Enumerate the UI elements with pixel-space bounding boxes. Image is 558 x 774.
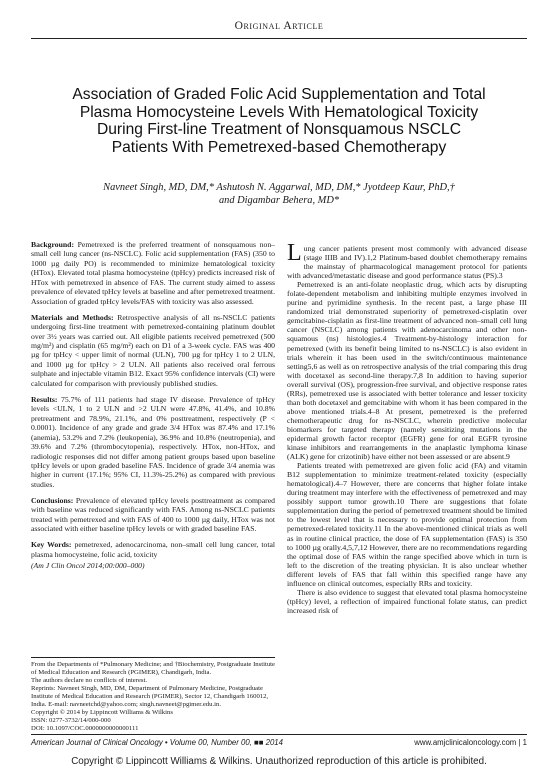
paragraph-text: ung cancer patients present most commonly with advanced disease (stage IIIB and IV).1,2 Platinum-based doublet chemotherapy remains the mainstay of pharmacological management protocol for patients with advanced/metastatic disease and good performance status (PS).3 bbox=[287, 244, 527, 281]
footnote-issn: ISSN: 0277-3732/14/000-000 bbox=[31, 717, 111, 725]
footnote-conflicts: The authors declare no conflicts of interest. bbox=[31, 677, 148, 685]
abstract-text: Pemetrexed is the preferred treatment of nonsquamous non–small cell lung cancer (ns-NSCLC). Folic acid supplementation (FAS) (350 to 1000 µg daily PO) is recommended to minimize hematological toxicity (HTox). Elevated total plasma homocysteine (tpHcy) predicts increased risk of HTox with pemetrexed in absence of FAS. The current study aimed to assess prevalence of elevated tpHcy levels at baseline and after pemetrexed treatment. Association of graded tpHcy levels/FAS with toxicity was also assessed. bbox=[31, 240, 276, 306]
abstract-keywords bbox=[31, 540, 275, 559]
abstract bbox=[31, 240, 275, 577]
title-line: During First-line Treatment of Nonsquamous NSCLC bbox=[97, 121, 461, 138]
author-line: Navneet Singh, MD, DM,* Ashutosh N. Aggarwal, MD, DM,* Jyotdeep Kaur, PhD,† bbox=[103, 182, 455, 193]
footnote-affiliation: From the Departments of *Pulmonary Medicine; and †Biochemistry, Postgraduate Institute of Medical Education and Research (PGIMER), Chandigarh, India. bbox=[31, 661, 275, 677]
title-line: Patients With Pemetrexed-based Chemotherapy bbox=[111, 138, 447, 156]
article-title bbox=[36, 86, 522, 156]
abstract-text: 75.7% of 111 patients had stage IV disease. Prevalence of tpHcy levels <ULN, 1 to 2 ULN and >2 ULN were 47.8%, 41.4%, and 10.8% pretreatment and 78.9%, 21.1%, and 0% posttreatment, respectively (P < 0.0001). Incidence of any grade and grade 3/4 HTox was 87.4% and 17.1% (anemia), 53.2% and 7.2% (leukopenia), 36.9% and 10.8% (neutropenia), and 39.6% and 7.2% (thrombocytopenia), respectively. HTox, non-HTox, and radiologic responses did not differ among patient groups based upon baseline tpHcy levels or upon graded baseline FAS. Incidence of grade 3/4 anemia was higher in current (17.1%; 95% CI, 11.3%-25.2%) as compared with previous studies. bbox=[31, 394, 275, 489]
journal-citation: (Am J Clin Oncol 2014;00:000–000) bbox=[31, 561, 145, 571]
abstract-background bbox=[31, 240, 275, 306]
footnote-rule bbox=[31, 657, 275, 658]
section-label: Original Article bbox=[234, 20, 324, 32]
footnote-reprints: Reprints: Navneet Singh, MD, DM, Department of Pulmonary Medicine, Postgraduate Institute of Medical Education and Research (PGIMER), Sector 12, Chandigarh 160012, India. E-mail: navneetchd@yahoo.com; singh.navneet@pgimer.edu.in. bbox=[31, 685, 269, 709]
footnotes bbox=[31, 661, 275, 733]
body-paragraph: Patients treated with pemetrexed are given folic acid (FA) and vitamin B12 supplementation to minimize treatment-related toxicity (especially hematological).4–7 However, there are concerns that higher folate intake during treatment may interfere with the effectiveness of pemetrexed and may possibly support tumor growth.10 There are suggestions that folate supplementation during the period of pemetrexed treatment should be limited to the lowest level that is necessary to provide optimal protection from pemetrexed-related toxicity.11 In the above-mentioned clinical trials as well as in routine clinical practice, the dose of FA supplementation (FAS) is 350 to 1000 µg orally.4,5,7,12 However, there are no recommendations regarding the optimal dose of FAS within the range specified above which in turn is left to the discretion of the treating physician. It is also unclear whether different levels of FAS that fall within this specified range have any influence on clinical outcomes, especially RRs and toxicity. bbox=[287, 461, 527, 588]
abstract-label: Background: bbox=[31, 240, 75, 249]
body-paragraph bbox=[287, 240, 527, 281]
abstract-label: Key Words: bbox=[31, 540, 72, 550]
author-line: and Digambar Behera, MD* bbox=[218, 195, 340, 206]
footnote-copyright: Copyright © 2014 by Lippincott Williams & Wilkins bbox=[31, 709, 173, 717]
title-line: Association of Graded Folic Acid Supplementation and Total bbox=[72, 86, 486, 103]
copyright-notice: Copyright © Lippincott Williams & Wilkins. Unauthorized reproduction of this article is prohibited. bbox=[71, 756, 487, 767]
footer-journal: American Journal of Clinical Oncology • Volume 00, Number 00, ■■ 2014 bbox=[31, 738, 283, 747]
abstract-methods bbox=[31, 313, 275, 389]
body-paragraph: There is also evidence to suggest that elevated total plasma homocysteine (tpHcy) level, a reflection of impaired functional folate status, can predict increased risk of bbox=[287, 587, 527, 615]
drop-cap: L bbox=[287, 240, 302, 266]
title-line: Plasma Homocysteine Levels With Hematological Toxicity bbox=[79, 103, 479, 121]
abstract-text: Prevalence of elevated tpHcy levels posttreatment as compared with baseline was reduced significantly with FAS. Among ns-NSCLC patients treated with pemetrexed and with FAS of 400 to 1000 µg daily, HTox was not associated with either baseline tpHcy levels or with graded baseline FAS. bbox=[31, 495, 275, 534]
abstract-results bbox=[31, 395, 275, 490]
header-rule bbox=[31, 38, 527, 39]
abstract-label: Materials and Methods: bbox=[31, 312, 114, 322]
author-list bbox=[60, 181, 498, 207]
abstract-label: Results: bbox=[31, 394, 58, 404]
abstract-text: Retrospective analysis of all ns-NSCLC patients undergoing first-line treatment with pemetrexed-containing platinum doublet over 3½ years was carried out. All eligible patients received pemetrexed (500 mg/m²) and cisplatin (65 mg/m²) each on D1 of a 3-week cycle. FAS was 400 µg for tpHcy < upper limit of normal (ULN), 700 µg for tpHcy 1 to 2 ULN, and 1000 µg for tpHcy > 2 ULN. All patients also received oral ferrous sulphate and injectable vitamin B12. Exact 95% confidence intervals (CI) were calculated for comparison with previously published studies. bbox=[31, 312, 275, 388]
footnote-doi: DOI: 10.1097/COC.0000000000000111 bbox=[31, 725, 139, 733]
abstract-label: Conclusions: bbox=[31, 495, 74, 505]
footer-url: www.amjclinicaloncology.com | 1 bbox=[414, 738, 527, 747]
footer-rule bbox=[31, 734, 527, 735]
body-paragraph: Pemetrexed is an anti-folate neoplastic drug, which acts by disrupting folate-dependent metabolism and inhibiting multiple enzymes involved in purine and pyrimidine synthesis. In the recent past, a large phase III randomized trial demonstrated superiority of pemetrexed-cisplatin over gemcitabine-cisplatin as first-line treatment of advanced non–small cell lung cancer (NSCLC) among patients with adenocarcinoma and other non-squamous (ns) histologies.4 Treatment-by-histology interaction for pemetrexed (with its benefit being limited to ns-NSCLC) is also evident in trials wherein it has been used in the switch/continuous maintenance setting5,6 as well as on retrospective analysis of the trial comparing this drug with docetaxel as second-line therapy.7,8 In addition to having superior overall survival (OS), progression-free survival, and objective response rates (RRs), pemetrexed use is associated with better tolerance and lesser toxicity than both docetaxel and gemcitabine with whom it has been compared in the above mentioned trials.4–8 At present, pemetrexed is the preferred chemotherapeutic drug for ns-NSCLC, wherein predictive molecular biomarkers for targeted therapy (namely sensitizing mutations in the epidermal growth factor receptor (EGFR) gene for oral EGFR tyrosine kinase inhibitors and rearrangements in the anaplastic lymphoma kinase (ALK) gene for crizotinib) have either not been assessed or are absent.9 bbox=[287, 280, 527, 462]
body-text bbox=[287, 240, 527, 615]
abstract-conclusions bbox=[31, 496, 275, 534]
abstract-text: pemetrexed, adenocarcinoma, non–small cell lung cancer, total plasma homocysteine, folic acid, toxicity bbox=[31, 540, 276, 559]
